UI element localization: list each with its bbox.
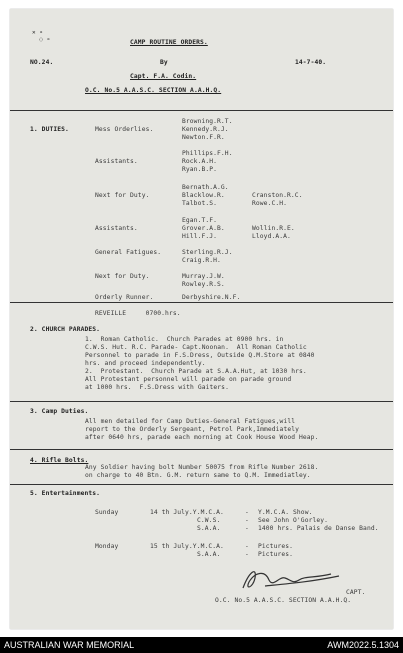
rifle-line: on charge to 40 Btn. G.M. return same to Q.M. Immediatley. [85, 472, 311, 479]
church-line: 2. Protestant. Church Parade at S.A.A.Hut, at 1030 hrs. [85, 368, 307, 375]
runner-name: Derbyshire.N.F. [182, 294, 241, 301]
divider [10, 484, 393, 485]
church-line: All Protestant personnel will parade on parade ground [85, 376, 292, 383]
mess-name: Browning.R.T. [182, 118, 233, 125]
next-duty-name: Bernath.A.G. [182, 184, 229, 191]
rifle-heading: 4. Rifle Bolts. [30, 457, 89, 464]
punch-hole-marks: ✕ ∘ ◌ ∘ [32, 29, 51, 43]
ent-event: Pictures. [258, 543, 294, 550]
duties-heading: 1. DUTIES. [30, 126, 69, 133]
next-duty-label: Next for Duty. [95, 192, 150, 199]
next-duty-name: Rowe.C.H. [252, 200, 288, 207]
doc-issuer: Capt. F.A. Codin. [130, 73, 197, 80]
ent-venue: C.W.S. [197, 517, 221, 524]
divider [10, 302, 393, 303]
ent-event: Pictures. [258, 551, 294, 558]
camp-line: after 0640 hrs, parade each morning at Cook House Wood Heap. [85, 434, 319, 441]
divider [10, 110, 393, 111]
camp-line: All men detailed for Camp Duties-General Fatigues,will [85, 418, 296, 425]
divider [10, 401, 393, 402]
fatigue-name: Sterling.R.J. [182, 249, 233, 256]
assistant-name: Phillips.F.H. [182, 150, 233, 157]
monday-date: 15 th July.Y.M.C.A. [150, 543, 224, 550]
ent-event: 1400 hrs. Palais de Danse Band. [258, 525, 379, 532]
next-duty-name: Talbot.S. [182, 200, 218, 207]
closing-rank: CAPT. [346, 589, 366, 596]
assistant-name: Ryan.B.P. [182, 166, 218, 173]
closing-unit: O.C. No.5 A.A.S.C. SECTION A.A.H.Q. [215, 597, 352, 604]
next-duty-name: Cranston.R.C. [252, 192, 303, 199]
doc-title: CAMP ROUTINE ORDERS. [130, 39, 208, 46]
assistant-name: Grover.A.B. [182, 225, 225, 232]
ent-dash: - [245, 543, 249, 550]
church-line: 1. Roman Catholic. Church Parades at 0900 hrs. in [85, 336, 284, 343]
ent-dash: - [245, 551, 249, 558]
reveille-line: REVEILLE 0700.hrs. [95, 310, 181, 317]
church-line: C.W.S. Hut. R.C. Parade- Capt.Noonan. All Roman Catholic [85, 344, 307, 351]
mess-label: Mess Orderlies. [95, 126, 154, 133]
ent-dash: - [245, 525, 249, 532]
ent-event: See John O'Gorley. [258, 517, 329, 524]
ent-event: Y.M.C.A. Show. [258, 509, 313, 516]
doc-by: By [160, 59, 168, 66]
sunday-label: Sunday [95, 509, 119, 516]
monday-label: Monday [95, 543, 119, 550]
footer-institution: AUSTRALIAN WAR MEMORIAL [4, 640, 135, 650]
sunday-date: 14 th July.Y.M.C.A. [150, 509, 224, 516]
signature-image [235, 562, 345, 596]
church-line: hrs. and proceed independently. [85, 360, 206, 367]
assistants-label: Assistants. [95, 225, 138, 232]
ent-venue: S.A.A. [197, 551, 221, 558]
document-sheet [10, 9, 393, 629]
fatigue-name: Craig.R.H. [182, 257, 221, 264]
assistant-name: Hill.F.J. [182, 233, 218, 240]
runner-label: Orderly Runner. [95, 294, 154, 301]
camp-line: report to the Orderly Sergeant, Petrol Park,Immediately [85, 426, 300, 433]
doc-unit: O.C. No.5 A.A.S.C. SECTION A.A.H.Q. [85, 87, 222, 94]
rifle-line: Any Soldier having bolt Number 50075 from Rifle Number 2618. [85, 464, 319, 471]
ent-dash: - [245, 509, 249, 516]
assistants-label: Assistants. [95, 158, 138, 165]
next-duty-name: Blacklow.R. [182, 192, 225, 199]
fatigues-label: General Fatigues. [95, 249, 162, 256]
footer-accession-number: AWM2022.5.1304 [327, 640, 399, 650]
church-line: Personnel to parade in F.S.Dress, Outside Q.M.Store at 0840 [85, 352, 315, 359]
mess-name: Kennedy.R.J. [182, 126, 229, 133]
archive-footer [0, 637, 403, 653]
next-duty-label: Next for Duty. [95, 273, 150, 280]
ent-dash: - [245, 517, 249, 524]
assistant-name: Lloyd.A.A. [252, 233, 291, 240]
assistant-name: Wollin.R.E. [252, 225, 295, 232]
divider [10, 449, 393, 450]
assistant-name: Rock.A.H. [182, 158, 218, 165]
church-heading: 2. CHURCH PARADES. [30, 326, 101, 333]
camp-heading: 3. Camp Duties. [30, 408, 89, 415]
ent-venue: S.A.A. [197, 525, 221, 532]
mess-name: Newton.F.R. [182, 134, 225, 141]
doc-date: 14-7-40. [295, 59, 327, 66]
next-duty-name: Rowley.R.S. [182, 281, 225, 288]
next-duty-name: Murray.J.W. [182, 273, 225, 280]
church-line: at 1000 hrs. F.S.Dress with Gaiters. [85, 384, 229, 391]
assistant-name: Egan.T.F. [182, 217, 218, 224]
doc-number: NO.24. [30, 59, 54, 66]
ent-heading: 5. Entertainments. [30, 490, 101, 497]
